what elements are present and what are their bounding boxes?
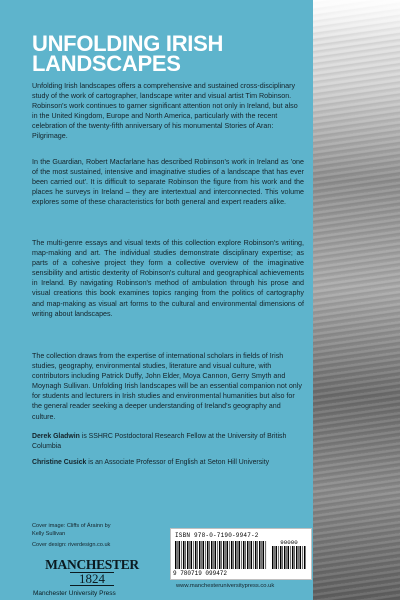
barcode-bar bbox=[181, 541, 182, 569]
barcode-bar bbox=[237, 541, 238, 569]
title-line-1: UNFOLDING IRISH bbox=[32, 31, 224, 56]
barcode-bar bbox=[300, 546, 302, 569]
author-name-cusick: Christine Cusick bbox=[32, 459, 87, 466]
ean-digits: 9 780719 099472 bbox=[173, 570, 228, 577]
barcode-bar bbox=[211, 541, 213, 569]
barcode-bar bbox=[193, 541, 194, 569]
barcode-bar bbox=[179, 541, 181, 569]
barcode-bar bbox=[245, 541, 246, 569]
barcode-bar bbox=[231, 541, 233, 569]
barcode-bar bbox=[199, 541, 201, 569]
ean-barcode bbox=[175, 541, 267, 569]
barcode-bar bbox=[201, 541, 202, 569]
credit-design-line: Cover design: riverdesign.co.uk bbox=[32, 542, 111, 548]
author-bio-gladwin bbox=[32, 432, 304, 451]
book-title bbox=[32, 31, 224, 76]
barcode-bar bbox=[259, 541, 261, 569]
barcode-bar bbox=[209, 541, 210, 569]
blurb-paragraph-4: The collection draws from the expertise of international scholars in fields of Irish studies, geography, environmental studies, literature and visual culture, with contributors including Patrick Duffy, John Elder, Moya Cannon, Gerry Smyth and Moynagh Sullivan. Unfolding Irish landscapes will be an essential companion not only for students and lecturers in Irish studies and environmental humanities but also for the general reader seeking a deeper understanding of Ireland's geography and culture. bbox=[32, 352, 302, 421]
author-bio-cusick-text: is an Associate Professor of English at Seton Hill University bbox=[86, 459, 270, 466]
barcode-bar bbox=[225, 541, 226, 569]
barcode-bar bbox=[302, 546, 303, 569]
barcode-bar bbox=[280, 546, 282, 569]
barcode-bar bbox=[243, 541, 245, 569]
barcode-bar bbox=[296, 546, 298, 569]
blurb-paragraph-2: In the Guardian, Robert Macfarlane has described Robinson's work in Ireland as 'one of the most sustained, intensive and imaginative studies of a landscape that has ever been carried out'. It is difficult to separate Robinson the figure from his work and the places he surveys in Ireland – they are intertextual and interconnected. This volume explores some of these characteristics for both general and expert readers alike. bbox=[32, 158, 304, 207]
barcode-bar bbox=[298, 546, 299, 569]
barcode-bar bbox=[227, 541, 229, 569]
barcode-bar bbox=[233, 541, 234, 569]
publisher-website: www.manchesteruniversitypress.co.uk bbox=[176, 583, 275, 589]
barcode-bar bbox=[221, 541, 222, 569]
barcode-bar bbox=[257, 541, 258, 569]
barcode-bar bbox=[177, 541, 178, 569]
barcode-bar bbox=[292, 546, 294, 569]
barcode-bar bbox=[247, 541, 249, 569]
credit-photographer-line: Kelly Sullivan bbox=[32, 531, 66, 537]
barcode-bar bbox=[191, 541, 193, 569]
blurb-paragraph-1: Unfolding Irish landscapes offers a comprehensive and sustained cross-disciplinary study of the work of cartographer, landscape writer and visual artist Tim Robinson. Robinson's work continues to garner significant attention not only in Ireland, but also in the United Kingdom, Europe and North America, particularly with the recent celebration of the twenty-fifth anniversary of his monumental Stories of Aran: Pilgrimage. bbox=[32, 82, 298, 141]
barcode-bar bbox=[217, 541, 218, 569]
author-bio-gladwin-text: is SSHRC Postdoctoral Research Fellow at the University of British Columbia bbox=[32, 433, 287, 450]
blurb-paragraph-3: The multi-genre essays and visual texts of this collection explore Robinson's writing, map-making and art. The individual studies demonstrate disciplinary expertise; as parts of a cohesive project they form a collective overview of the imaginative sensibility and artistic dexterity of Robinson's cultural and geographical achievements in Ireland. By navigating Robinson's method of ambulation through his prose and visual creations this book examines topics ranging from the politics of cartography and map-making as visual art forms to the cultural and environmental dimensions of writing about landscapes. bbox=[32, 239, 304, 318]
barcode-bar bbox=[223, 541, 225, 569]
isbn-label: ISBN 978-0-7190-9947-2 bbox=[175, 532, 259, 539]
barcode-bar bbox=[274, 546, 275, 569]
title-line-2: LANDSCAPES bbox=[32, 51, 181, 76]
barcode-bar bbox=[286, 546, 287, 569]
cover-credits bbox=[32, 522, 142, 549]
credit-image-line: Cover image: Cliffs of Árainn by bbox=[32, 523, 111, 529]
sea-photograph bbox=[313, 0, 400, 600]
barcode-bar bbox=[203, 541, 205, 569]
barcode-bar bbox=[290, 546, 291, 569]
barcode-bar bbox=[263, 541, 265, 569]
barcode-bar bbox=[282, 546, 283, 569]
publisher-logo-year: 1824 bbox=[70, 572, 114, 586]
barcode-bar bbox=[272, 546, 274, 569]
barcode-bar bbox=[284, 546, 286, 569]
barcode-bar bbox=[294, 546, 295, 569]
barcode-bar bbox=[304, 546, 306, 569]
barcode-bar bbox=[189, 541, 190, 569]
barcode-bar bbox=[219, 541, 221, 569]
barcode-bar bbox=[255, 541, 257, 569]
barcode-bar bbox=[213, 541, 214, 569]
barcode-bar bbox=[207, 541, 209, 569]
publisher-logo bbox=[32, 558, 152, 597]
barcode-bar bbox=[187, 541, 189, 569]
barcode-bar bbox=[276, 546, 278, 569]
barcode-bar bbox=[197, 541, 198, 569]
author-name-gladwin: Derek Gladwin bbox=[32, 433, 80, 440]
barcode-bar bbox=[195, 541, 197, 569]
barcode-bar bbox=[175, 541, 177, 569]
price-code: 90000 bbox=[280, 539, 298, 546]
barcode-bar bbox=[185, 541, 186, 569]
barcode-bar bbox=[235, 541, 237, 569]
barcode-bar bbox=[253, 541, 254, 569]
barcode-bar bbox=[261, 541, 262, 569]
author-bio-cusick bbox=[32, 458, 304, 468]
barcode-bar bbox=[265, 541, 266, 569]
barcode-bar bbox=[239, 541, 241, 569]
barcode-bar bbox=[249, 541, 250, 569]
barcode-bar bbox=[183, 541, 185, 569]
barcode-bar bbox=[205, 541, 206, 569]
barcode-bar bbox=[229, 541, 230, 569]
publisher-press-name: Manchester University Press bbox=[33, 590, 116, 597]
barcode-bar bbox=[241, 541, 242, 569]
barcode-bar bbox=[278, 546, 279, 569]
barcode-bar bbox=[251, 541, 253, 569]
barcode-bar bbox=[215, 541, 217, 569]
publisher-logo-name: MANCHESTER bbox=[45, 557, 139, 572]
addon-barcode bbox=[272, 546, 306, 569]
barcode-bar bbox=[288, 546, 290, 569]
barcode-panel bbox=[170, 528, 312, 580]
